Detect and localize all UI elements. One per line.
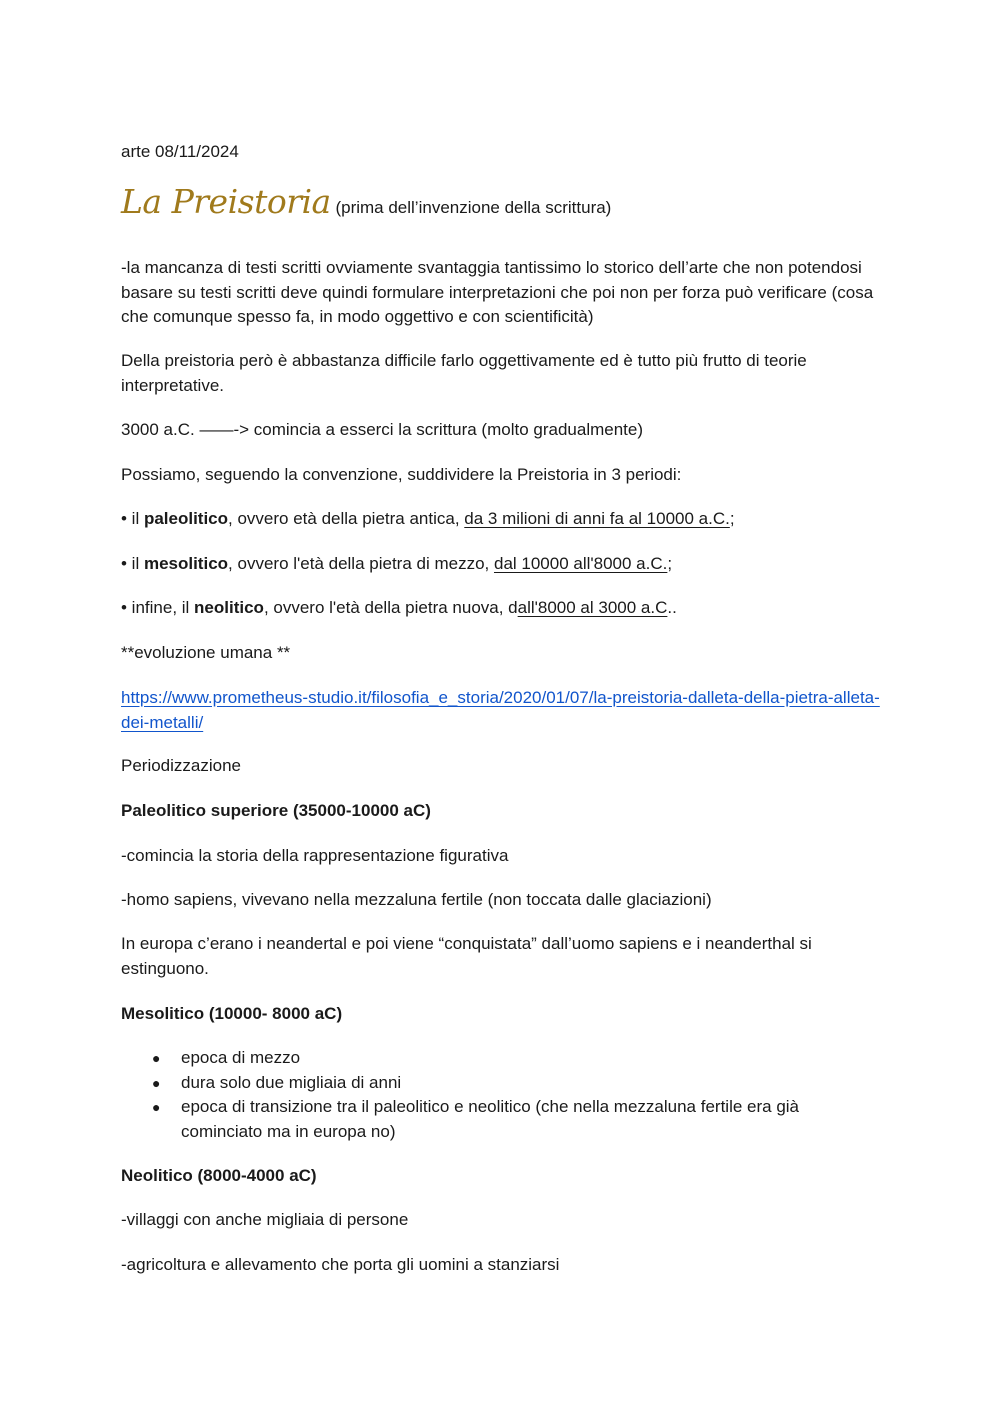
date-line: arte 08/11/2024 [121,142,239,161]
neolithic-note-2: -agricoltura e allevamento che porta gli uomini a stanziarsi [121,1255,560,1274]
bullet-icon: ● [152,1074,161,1091]
period-desc: , ovvero l'età della pietra di mezzo, [228,554,494,573]
reference-link-block [121,686,881,735]
paleolithic-heading-text: Paleolitico superiore (35000-10000 aC) [121,801,431,820]
period-paleolithic [121,507,735,532]
neolithic-heading [121,1164,317,1189]
title-subtitle: (prima dell’invenzione della scrittura) [335,198,612,217]
period-prefix: • il [121,554,144,573]
period-name: neolitico [194,598,264,617]
mesolithic-list [121,1046,881,1144]
paleolithic-note-1: -comincia la storia della rappresentazione figurativa [121,846,509,865]
period-desc: , ovvero età della pietra antica, [228,509,465,528]
period-prefix: • infine, il [121,598,195,617]
period-name: mesolitico [143,554,229,573]
list-item-text: dura solo due migliaia di anni [181,1072,402,1092]
period-range: dal 10000 all'8000 a.C. [493,554,668,573]
paragraph-intro: -la mancanza di testi scritti ovviamente svantaggia tantissimo lo storico dell’arte che non potendosi basare su testi scritti deve quindi formulare interpretazioni che poi non per forza può verificare (cosa che comunque spesso fa, in modo oggettivo e con scientificità) [121,258,874,326]
document-title [121,182,612,221]
list-item-text: epoca di transizione tra il paleolitico e neolitico (che nella mezzaluna fertile era già cominciato ma in europa no) [181,1097,800,1141]
title-script: La Preistoria [121,182,331,221]
period-range: all'8000 al 3000 a.C [517,598,668,617]
neolithic-heading-text: Neolitico (8000-4000 aC) [121,1166,317,1185]
paleolithic-heading [121,799,431,824]
paragraph-writing-date: 3000 a.C. ——-> comincia a esserci la scrittura (molto gradualmente) [121,420,644,439]
list-item-text: epoca di mezzo [181,1048,301,1067]
paragraph-convention: Possiamo, seguendo la convenzione, suddividere la Preistoria in 3 periodi: [121,465,682,484]
paleolithic-note-3: In europa c’erano i neandertal e poi viene “conquistata” dall’uomo sapiens e i neanderthal si estinguono. [121,934,812,978]
period-mesolithic [121,552,672,577]
bullet-icon: ● [152,1050,161,1066]
mesolithic-heading [121,1002,342,1027]
evolution-note: **evoluzione umana ** [121,643,291,662]
period-range: da 3 milioni di anni fa al 10000 a.C. [464,509,730,528]
mesolithic-heading-text: Mesolitico (10000- 8000 aC) [121,1004,343,1023]
period-name: paleolitico [143,509,229,528]
reference-link[interactable]: https://www.prometheus-studio.it/filosofia_e_storia/2020/01/07/la-preistoria-dalleta-della-pietra-alleta-dei-metalli/ [121,688,880,732]
period-suffix: .. [667,598,677,617]
bullet-icon: ● [152,1099,161,1115]
neolithic-note-1: -villaggi con anche migliaia di persone [121,1210,409,1229]
paragraph-objectivity: Della preistoria però è abbastanza difficile farlo oggettivamente ed è tutto più frutto di teorie interpretative. [121,351,807,395]
period-desc: , ovvero l'età della pietra nuova, d [263,598,518,617]
list-item [121,1095,881,1144]
period-prefix: • il [121,509,144,528]
period-neolithic [121,596,677,621]
paleolithic-note-2: -homo sapiens, vivevano nella mezzaluna fertile (non toccata dalle glaciazioni) [121,890,712,909]
period-suffix: ; [729,509,735,528]
list-item [121,1071,881,1096]
periodization-heading: Periodizzazione [121,756,242,775]
list-item [121,1046,881,1071]
period-suffix: ; [667,554,673,573]
